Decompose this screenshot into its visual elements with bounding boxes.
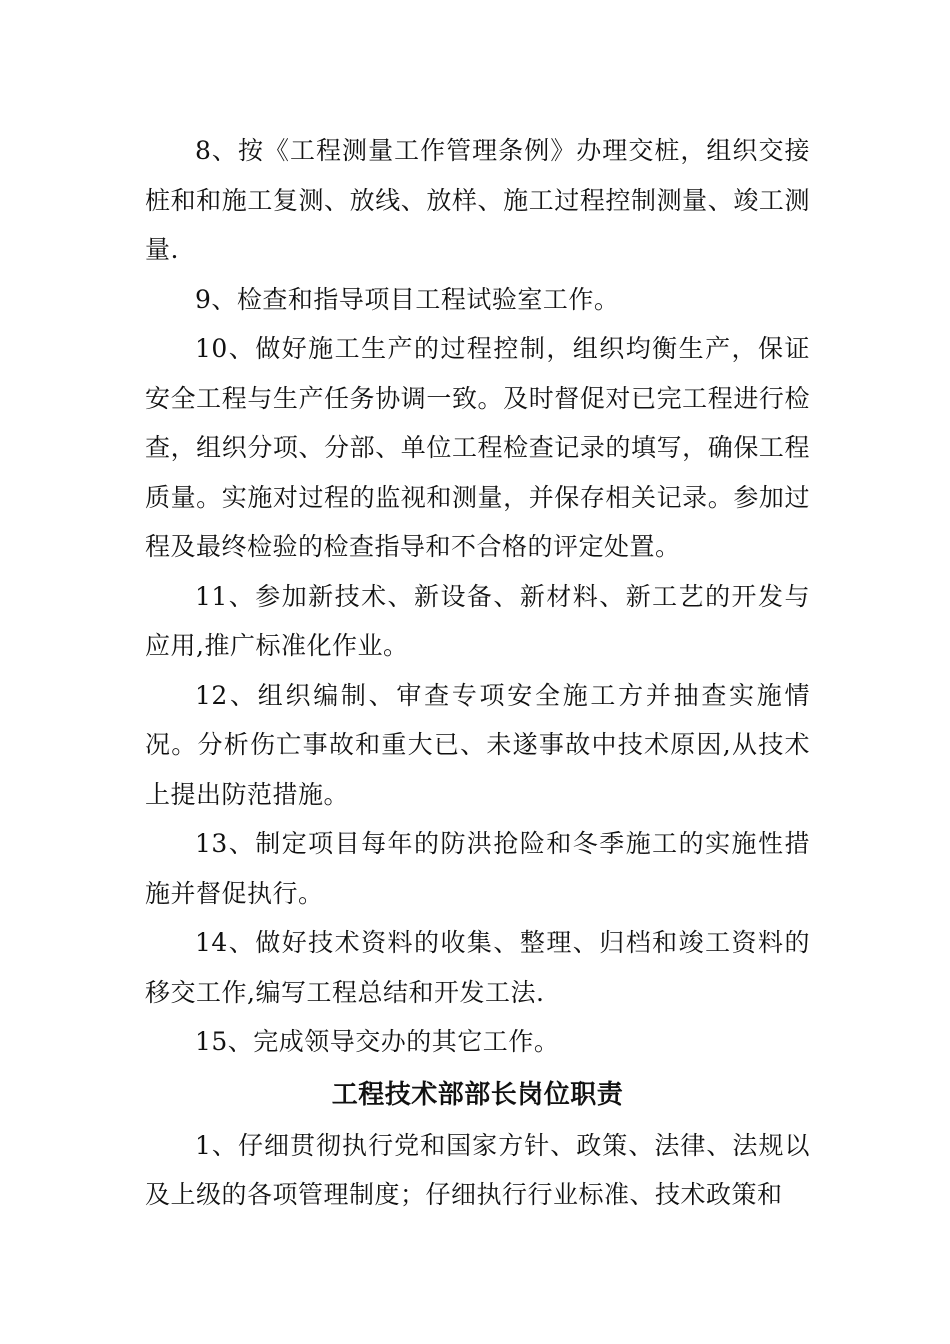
paragraph-item-11: 11、参加新技术、新设备、新材料、新工艺的开发与应用,推广标准化作业。 [145,581,810,660]
paragraph-item-13: 13、制定项目每年的防洪抢险和冬季施工的实施性措施并督促执行。 [145,829,810,908]
document-body [145,126,810,1220]
paragraph-item-15: 15、完成领导交办的其它工作。 [195,1027,560,1056]
paragraph-item-14: 14、做好技术资料的收集、整理、归档和竣工资料的移交工作,编写工程总结和开发工法. [145,928,810,1007]
paragraph-item-10: 10、做好施工生产的过程控制，组织均衡生产，保证安全工程与生产任务协调一致。及时督促对已完工程进行检查，组织分项、分部、单位工程检查记录的填写，确保工程质量。实施对过程的监视和测量，并保存相关记录。参加过程及最终检验的检查指导和不合格的评定处置。 [145,334,810,561]
section-title: 工程技术部部长岗位职责 [331,1079,624,1110]
paragraph-item-9: 9、检查和指导项目工程试验室工作。 [195,284,620,314]
paragraph-item-1: 1、仔细贯彻执行党和国家方针、政策、法律、法规以及上级的各项管理制度；仔细执行行业标准、技术政策和 [145,1130,810,1209]
paragraph-item-12: 12、组织编制、审查专项安全施工方并抽查实施情况。分析伤亡事故和重大已、未遂事故中技术原因,从技术上提出防范措施。 [145,680,810,809]
paragraph-item-8: 8、按《工程测量工作管理条例》办理交桩，组织交接桩和和施工复测、放线、放样、施工过程控制测量、竣工测量. [145,136,810,264]
